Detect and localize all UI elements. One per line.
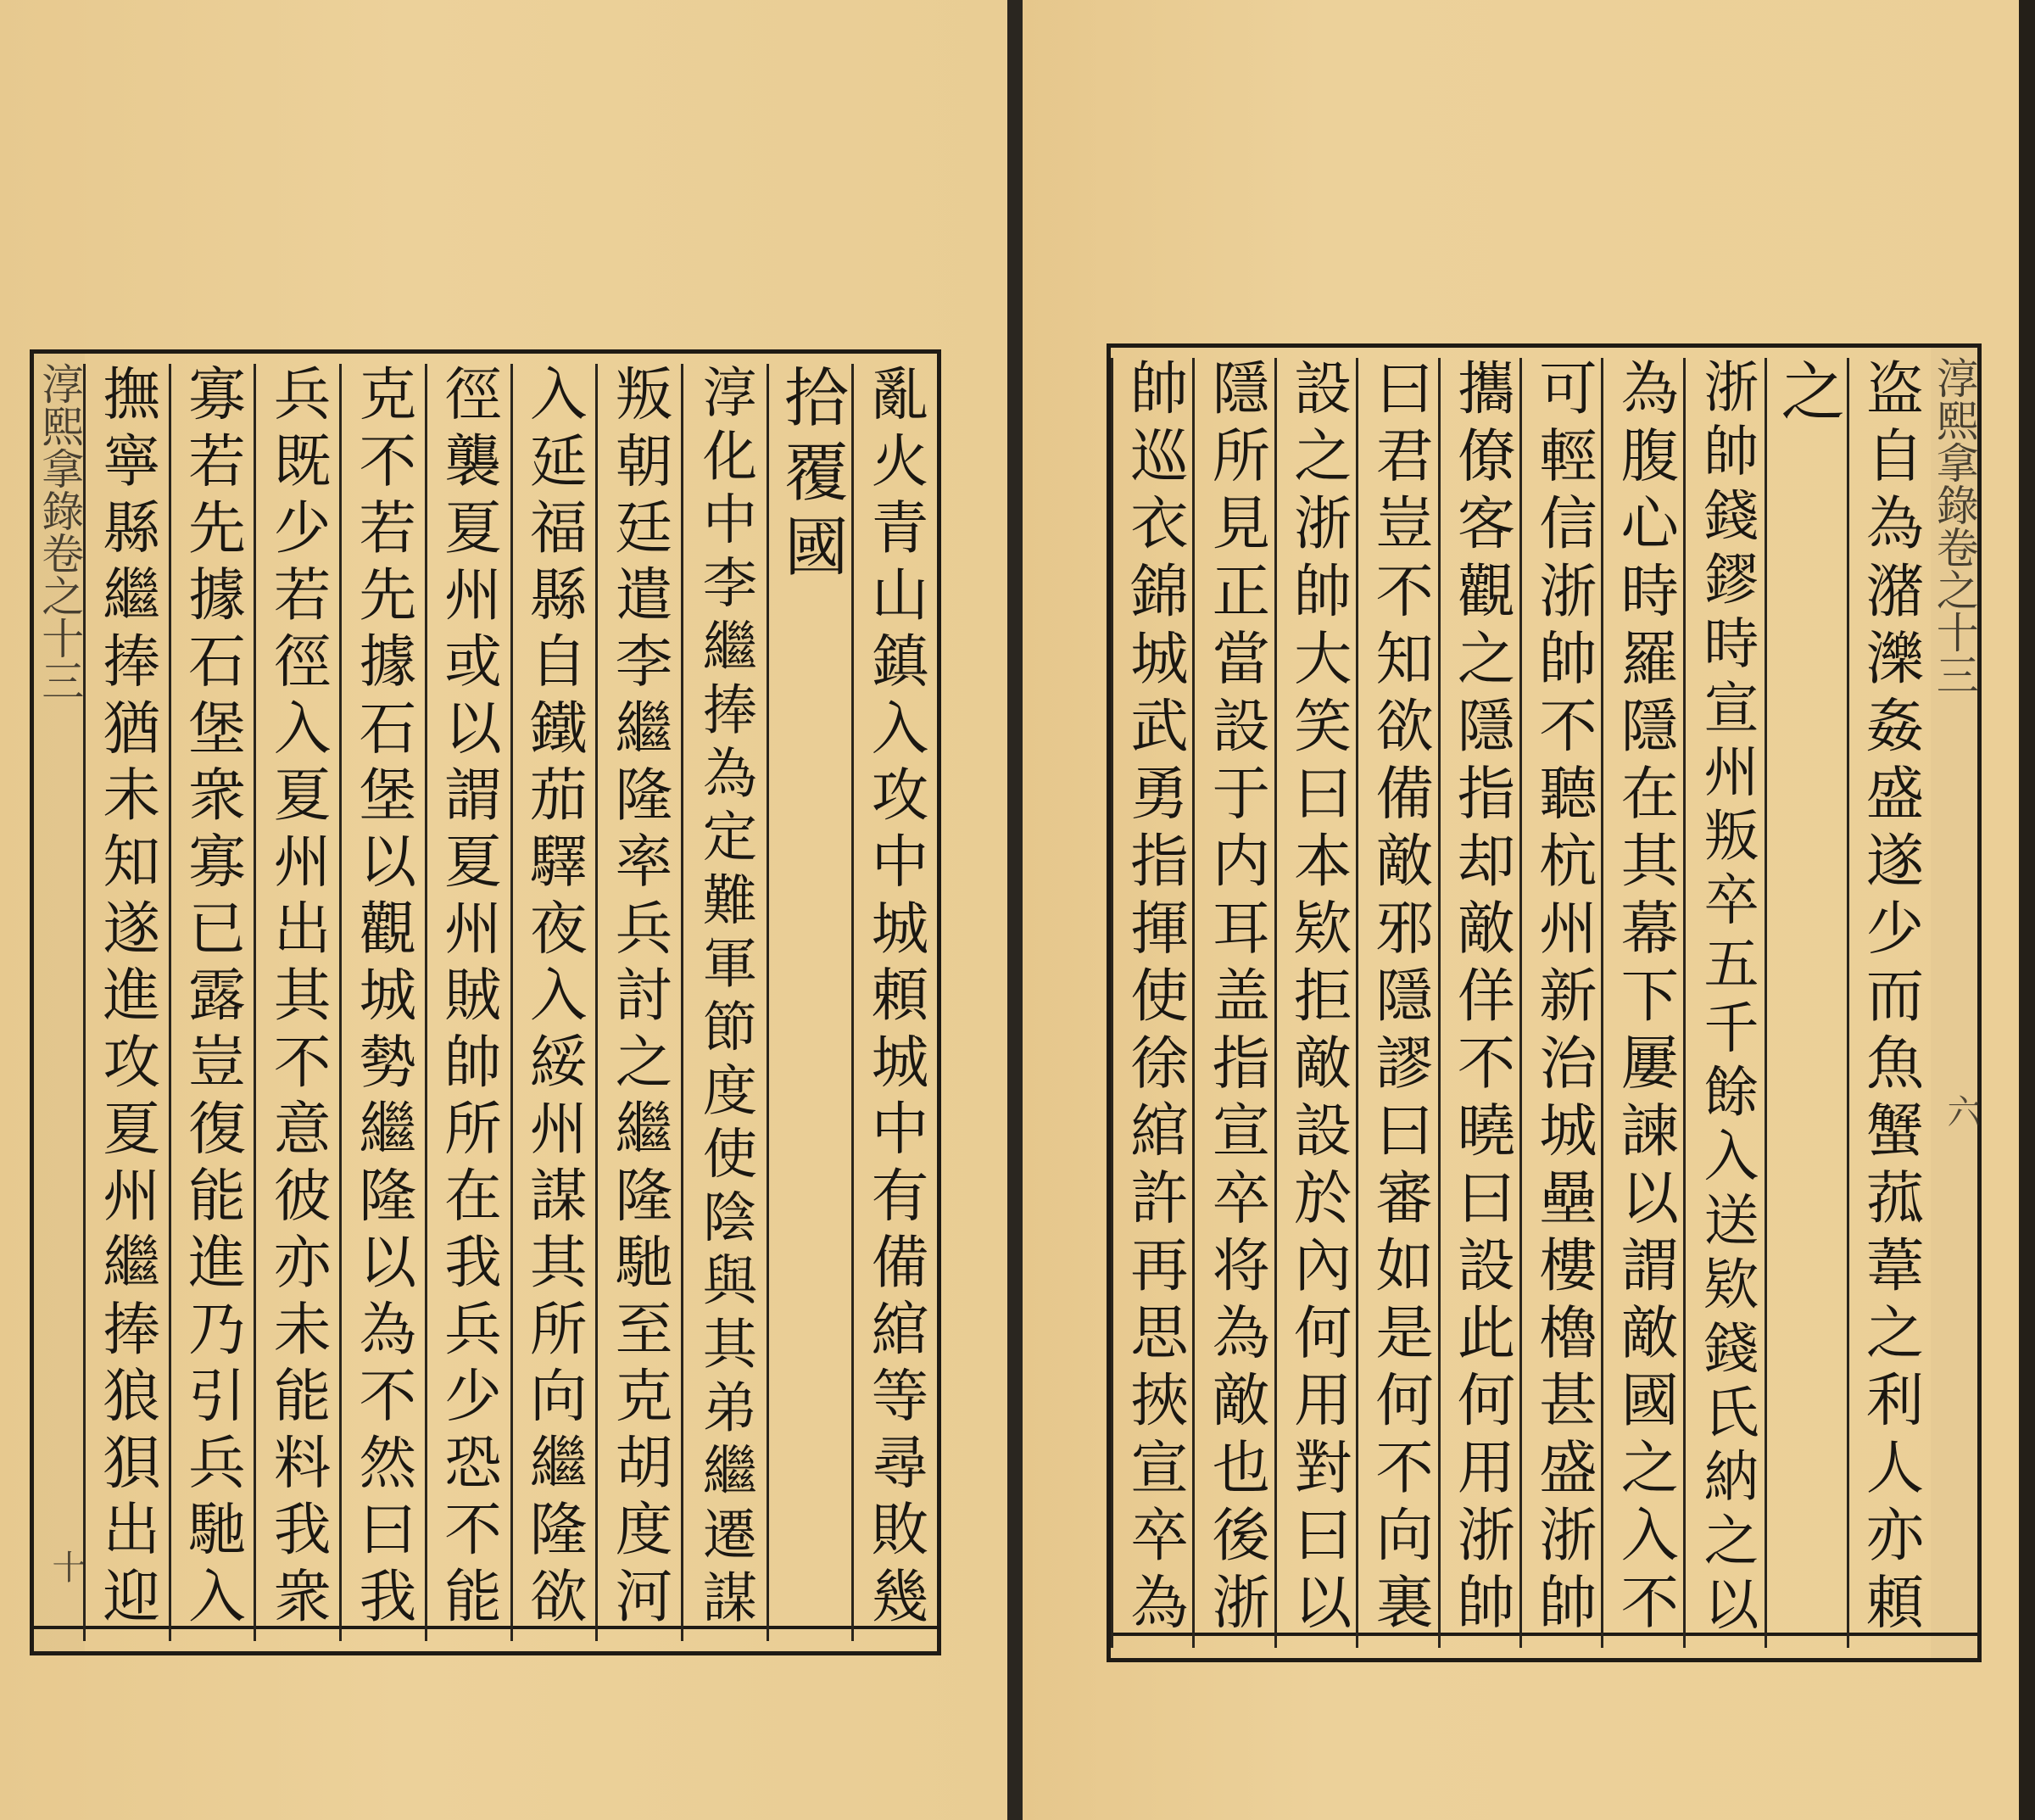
book-gutter: [1007, 0, 1023, 1820]
column-text: 克不若先據石堡以觀城勢繼隆以為不然曰我: [349, 364, 417, 1633]
column-text: 兵既少若徑入夏州出其不意彼亦未能料我衆: [265, 364, 332, 1633]
right-page-margin-title: 淳熙拿錄卷之十三: [1929, 356, 1979, 695]
column-text: 曰君豈不知欲備敵邪隱謬曰審如是何不向裏: [1365, 358, 1433, 1639]
column-text: 隱所見正當設于内耳盖指宣卒将為敵也後浙: [1201, 358, 1269, 1639]
text-column: [767, 364, 852, 1641]
text-column: [1274, 358, 1356, 1648]
text-column: [1519, 358, 1601, 1648]
text-column: [425, 364, 510, 1641]
text-column: [1765, 358, 1846, 1648]
column-text: 亂火青山鎮入攻中城頼城中有備綰等尋敗幾: [862, 364, 930, 1633]
text-column: [1192, 358, 1274, 1648]
text-column: [339, 364, 425, 1641]
text-column: [83, 364, 169, 1641]
column-text: 盗自為潴濼姦盛遂少而魚蟹菰葦之利人亦頼: [1855, 358, 1923, 1639]
text-column: [1438, 358, 1519, 1648]
text-column: [851, 364, 937, 1641]
left-page-margin-column: [34, 354, 85, 1651]
column-text: 設之浙帥大笑曰本欵拒敵設於內何用對曰以: [1283, 358, 1351, 1639]
right-page-margin-column: [1929, 348, 1981, 1658]
text-column: [1601, 358, 1682, 1648]
column-text: 浙帥錢鏐時宣州叛卒五千餘入送欵錢氏納之以: [1693, 358, 1758, 1639]
text-column: [595, 364, 681, 1641]
column-text: 寡若先據石堡衆寡已露豈復能進乃引兵馳入: [179, 364, 247, 1633]
left-page-text-frame: [30, 349, 941, 1655]
text-column: [681, 364, 767, 1641]
left-page-folio: 十: [47, 1549, 86, 1583]
column-text: 徑襲夏州或以謂夏州賊帥所在我兵少恐不能: [435, 364, 503, 1633]
column-text: 入延福縣自鐵茄驛夜入綏州謀其所向繼隆欲: [521, 364, 588, 1633]
column-text: 為腹心時羅隱在其幕下屢諫以謂敵國之入不: [1610, 358, 1678, 1639]
column-text: 可輕信浙帥不聽杭州新治城壘樓櫓甚盛浙帥: [1528, 358, 1596, 1639]
column-text: 撫寧縣繼捧猶未知遂進攻夏州繼捧狼狽出迎: [93, 364, 161, 1633]
text-column: [169, 364, 254, 1641]
text-column: [1356, 358, 1437, 1648]
column-text: 叛朝廷遣李繼隆率兵討之繼隆馳至克胡度河: [605, 364, 673, 1633]
text-column: [510, 364, 596, 1641]
column-text: 拾覆國: [773, 364, 849, 588]
page-edge: [2019, 0, 2035, 1820]
left-page-margin-title: 淳熙拿錄卷之十三: [35, 362, 85, 701]
column-text: 淳化中李繼捧為定難軍節度使陰與其弟繼遷謀: [693, 364, 757, 1633]
text-column: [254, 364, 339, 1641]
column-text: 攜僚客觀之隱指却敵佯不曉曰設此何用浙帥: [1447, 358, 1514, 1639]
text-column: [1683, 358, 1765, 1648]
text-column: [1111, 358, 1192, 1648]
column-text: 之: [1770, 358, 1845, 433]
right-page-folio: 六: [1942, 1094, 1981, 1128]
column-text: 帥巡衣錦城武勇指揮使徐綰許再思挾宣卒為: [1119, 358, 1187, 1639]
text-column: [1847, 358, 1928, 1648]
right-page-text-frame: [1107, 343, 1982, 1662]
